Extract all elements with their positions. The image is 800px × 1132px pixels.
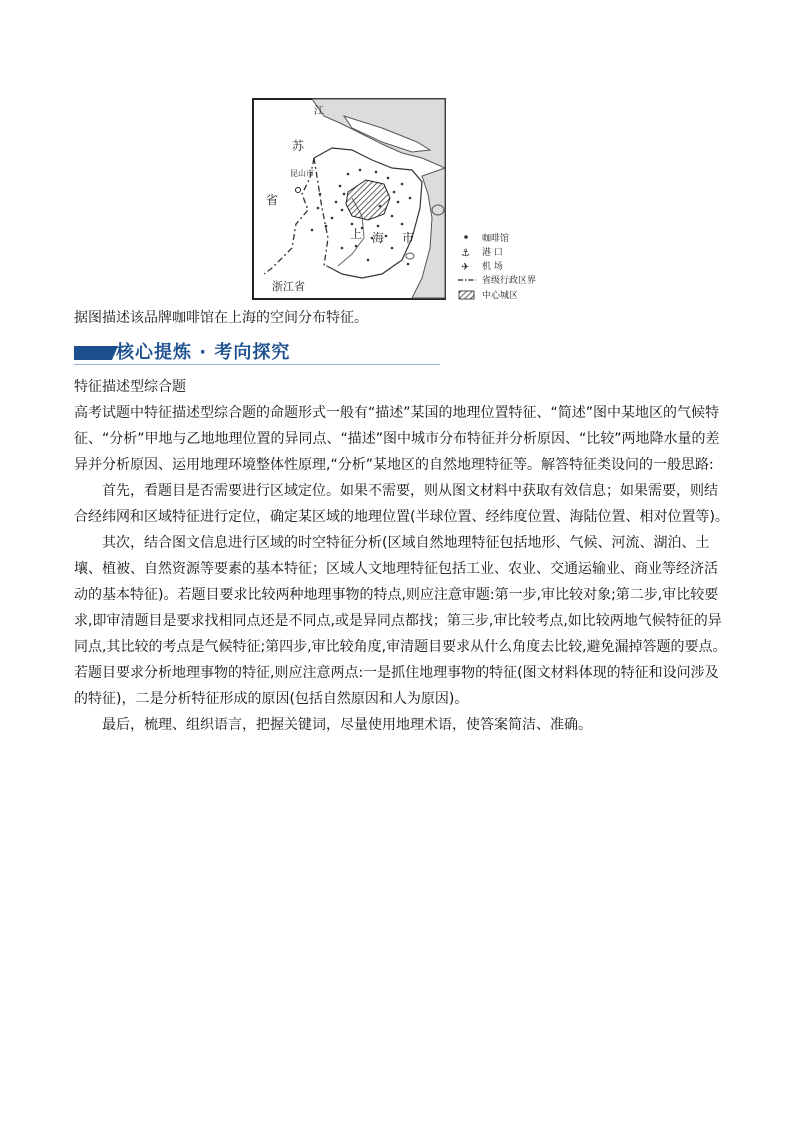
kunshan-marker-icon [296, 188, 301, 193]
label-shang: 上 [350, 227, 363, 241]
label-shi: 市 [402, 231, 415, 245]
label-su: 苏 [292, 139, 305, 153]
section-header [74, 340, 440, 368]
section-divider [74, 364, 440, 365]
islet [406, 253, 414, 259]
label-hai: 海 [372, 231, 385, 245]
label-sheng: 省 [266, 193, 279, 207]
content-intro: 高考试题中特征描述型综合题的命题形式一般有“描述”某国的地理位置特征、“简述”图中某地区的气候特征、“分析”甲地与乙地地理位置的异同点、“描述”图中城市分布特征并分析原因、“比较”两地降水量的差异并分析原因、运用地理环境整体性原理,“分析”某地区的自然地理特征等。解答特征类设问的一般思路: [74, 405, 720, 473]
dot-icon [464, 235, 468, 239]
section-bar-icon [74, 346, 112, 360]
airplane-icon: ✈ [461, 262, 470, 273]
label-kunshan: 昆山市 [290, 169, 314, 178]
legend-label: 省级行政区界 [482, 276, 537, 286]
content-paragraph: 最后，梳理、组织语言，把握关键词，尽量使用地理术语，使答案简洁、准确。 [102, 717, 592, 733]
content-body [74, 374, 730, 738]
map-legend [458, 232, 536, 301]
shanghai-cafe-map [252, 98, 552, 302]
anchor-icon: ⚓ [461, 248, 470, 259]
content-paragraph: 其次，结合图文信息进行区域的时空特征分析(区域自然地理特征包括地形、气候、河流、湖泊、土壤、植被、自然资源等要素的基本特征；区域人文地理特征包括工业、农业、交通运输业、商业等经济活动的基本特征)。若题目要求比较两种地理事物的特点,则应注意审题:第一步,审比较对象;第二步,审比较要求,即审清题目是要求找相同点还是不同点,或是异同点都找；第三步,审比较考点,如比较两地气候特征的异同点,其比较的考点是气候特征;第四步,审比较角度,审清题目要求从什么角度去比较,避免漏掉答题的要点。若题目要求分析地理事物的特征,则应注意两点:一是抓住地理事物的特征(图文材料体现的特征和设问涉及的特征)，二是分析特征形成的原因(包括自然原因和人为原因)。 [74, 535, 727, 707]
legend-label: 港 口 [482, 248, 503, 258]
content-subhead: 特征描述型综合题 [74, 379, 186, 395]
label-jiang: 江 [314, 106, 324, 117]
content-paragraph: 首先，看题目是否需要进行区域定位。如果不需要，则从图文材料中获取有效信息；如果需要，则结合经纬网和区域特征进行定位，确定某区域的地理位置(半球位置、经纬度位置、海陆位置、相对位置等)。 [74, 483, 729, 525]
label-zhejiang: 浙江省 [272, 280, 305, 293]
figure-caption: 据图描述该品牌咖啡馆在上海的空间分布特征。 [74, 310, 368, 326]
legend-label: 咖啡馆 [482, 234, 510, 244]
section-title: 核心提炼 · 考向探究 [116, 342, 291, 363]
map-svg [252, 98, 552, 302]
islet [432, 205, 444, 215]
legend-label: 中心城区 [482, 291, 519, 301]
hatch-icon [459, 291, 474, 299]
legend-label: 机 场 [482, 262, 503, 272]
